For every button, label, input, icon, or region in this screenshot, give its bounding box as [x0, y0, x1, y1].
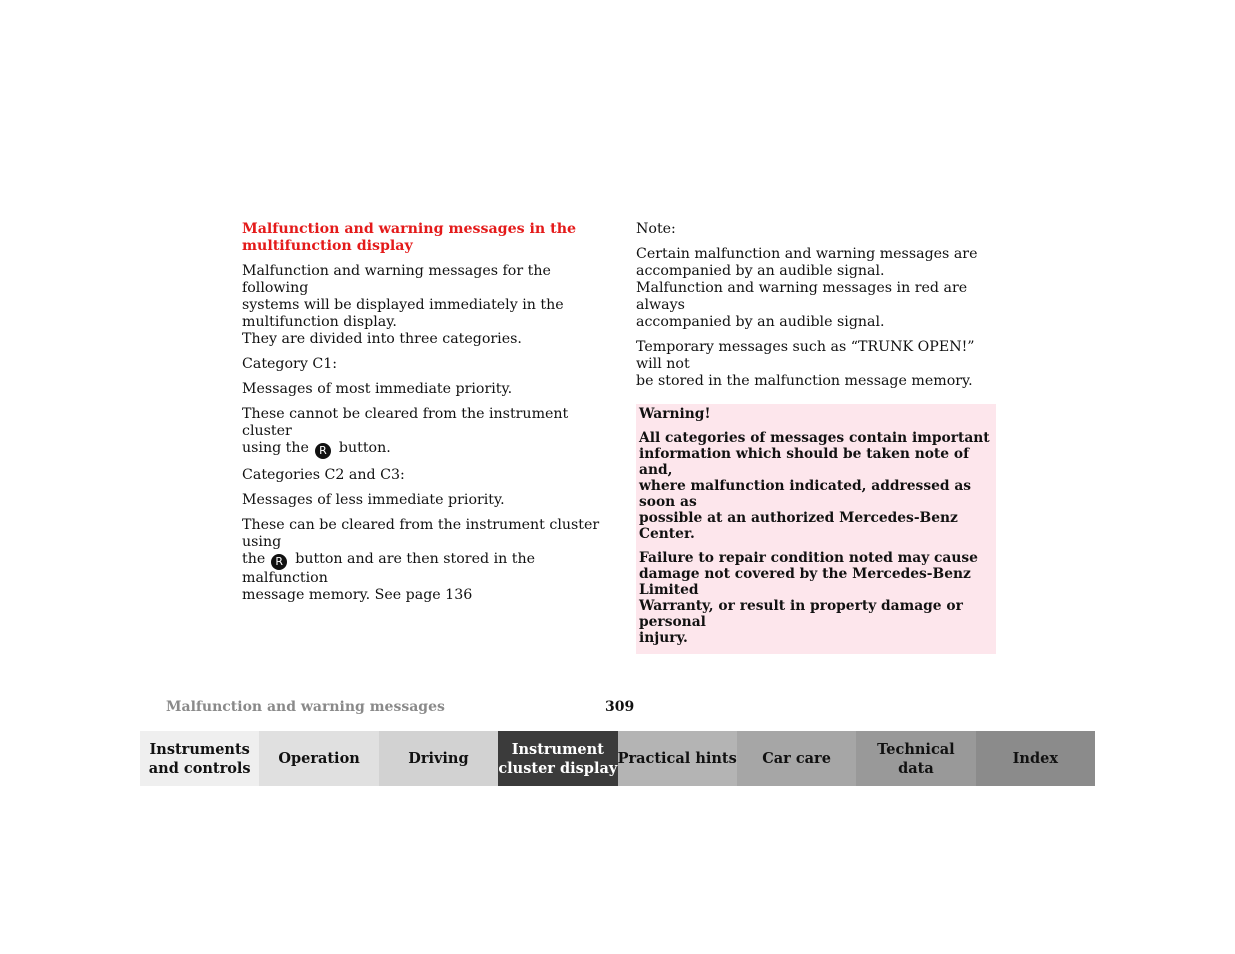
- note-label: Note:: [636, 221, 676, 237]
- nav-tab-label: data: [898, 759, 934, 777]
- page-reference: message memory. See page 136: [242, 587, 473, 603]
- footer-section-title: Malfunction and warning messages: [166, 699, 445, 715]
- left-column: [242, 221, 604, 612]
- right-column: [636, 221, 996, 654]
- warning-line: Failure to repair condition noted may cause: [639, 550, 978, 566]
- warning-paragraph: [639, 550, 992, 646]
- section-heading-line: Malfunction and warning messages in the: [242, 221, 577, 237]
- category-c2-c3-text: [242, 517, 604, 604]
- nav-tab-label: Index: [1012, 750, 1058, 767]
- category-c2-c3-label: Categories C2 and C3:: [242, 467, 405, 483]
- category-c1-label: Category C1:: [242, 356, 338, 372]
- nav-tab-label: Practical hints: [617, 750, 737, 767]
- nav-tab-label: Car care: [762, 750, 831, 767]
- note-line: Certain malfunction and warning messages are: [636, 246, 978, 262]
- warning-line: possible at an authorized Mercedes-Benz Center.: [639, 510, 958, 542]
- intro-line: systems will be displayed immediately in the: [242, 297, 564, 313]
- category-c2-c3-text-line: These can be cleared from the instrument cluster using: [242, 517, 600, 550]
- nav-tab-label: cluster display: [498, 759, 618, 777]
- reset-button-icon: R: [271, 554, 287, 570]
- nav-tab-instrument-cluster-display[interactable]: [498, 731, 617, 786]
- warning-line: where malfunction indicated, addressed as soon as: [639, 478, 972, 510]
- nav-tab-technical-data[interactable]: [856, 731, 975, 786]
- category-c1-text-line: button.: [338, 440, 391, 456]
- section-heading: [242, 221, 604, 255]
- note-line: Malfunction and warning messages in red are always: [636, 280, 968, 313]
- category-c1-text: [242, 406, 604, 459]
- category-c1-text-line: These cannot be cleared from the instrument cluster: [242, 406, 569, 439]
- temporary-messages-paragraph: [636, 339, 996, 390]
- nav-tab-operation[interactable]: [259, 731, 378, 786]
- note-paragraph: [636, 246, 996, 331]
- nav-tab-label: and controls: [148, 759, 251, 777]
- note-line: accompanied by an audible signal.: [636, 263, 885, 279]
- warning-box: [636, 404, 996, 654]
- nav-tab-driving[interactable]: [379, 731, 498, 786]
- nav-tab-instruments-and-controls[interactable]: [140, 731, 259, 786]
- warning-line: Warranty, or result in property damage or personal: [639, 598, 963, 630]
- nav-tab-index[interactable]: [976, 731, 1095, 786]
- warning-title: Warning!: [639, 406, 711, 422]
- warning-line: damage not covered by the Mercedes-Benz Limited: [639, 566, 971, 598]
- warning-paragraph: [639, 430, 992, 542]
- intro-line: multifunction display.: [242, 314, 397, 330]
- category-c1-description: Messages of most immediate priority.: [242, 381, 513, 397]
- nav-tab-label: Technical: [877, 740, 955, 758]
- intro-line: Malfunction and warning messages for the following: [242, 263, 551, 296]
- intro-line: They are divided into three categories.: [242, 331, 522, 347]
- nav-tab-label: Driving: [408, 750, 469, 767]
- page-number: 309: [605, 699, 635, 715]
- warning-line: information which should be taken note of and,: [639, 446, 970, 478]
- chapter-navigation: [140, 731, 1095, 786]
- category-c2-c3-text-line: the: [242, 551, 266, 567]
- warning-line: All categories of messages contain important: [639, 430, 990, 446]
- category-c2-c3-description: Messages of less immediate priority.: [242, 492, 505, 508]
- nav-tab-practical-hints[interactable]: [618, 731, 737, 786]
- temporary-messages-line: Temporary messages such as “TRUNK OPEN!” will not: [636, 339, 975, 372]
- nav-tab-label: Instrument: [511, 740, 604, 758]
- nav-tab-label: Instruments: [149, 740, 250, 758]
- intro-paragraph: [242, 263, 604, 348]
- nav-tab-label: Operation: [278, 750, 360, 767]
- nav-tab-car-care[interactable]: [737, 731, 856, 786]
- category-c1-text-line: using the: [242, 440, 309, 456]
- warning-line: injury.: [639, 630, 688, 646]
- category-c2-c3-text-line: button and are then stored in the malfunction: [242, 551, 535, 586]
- reset-button-icon: R: [315, 443, 331, 459]
- section-heading-line: multifunction display: [242, 238, 413, 254]
- note-line: accompanied by an audible signal.: [636, 314, 885, 330]
- temporary-messages-line: be stored in the malfunction message memory.: [636, 373, 973, 389]
